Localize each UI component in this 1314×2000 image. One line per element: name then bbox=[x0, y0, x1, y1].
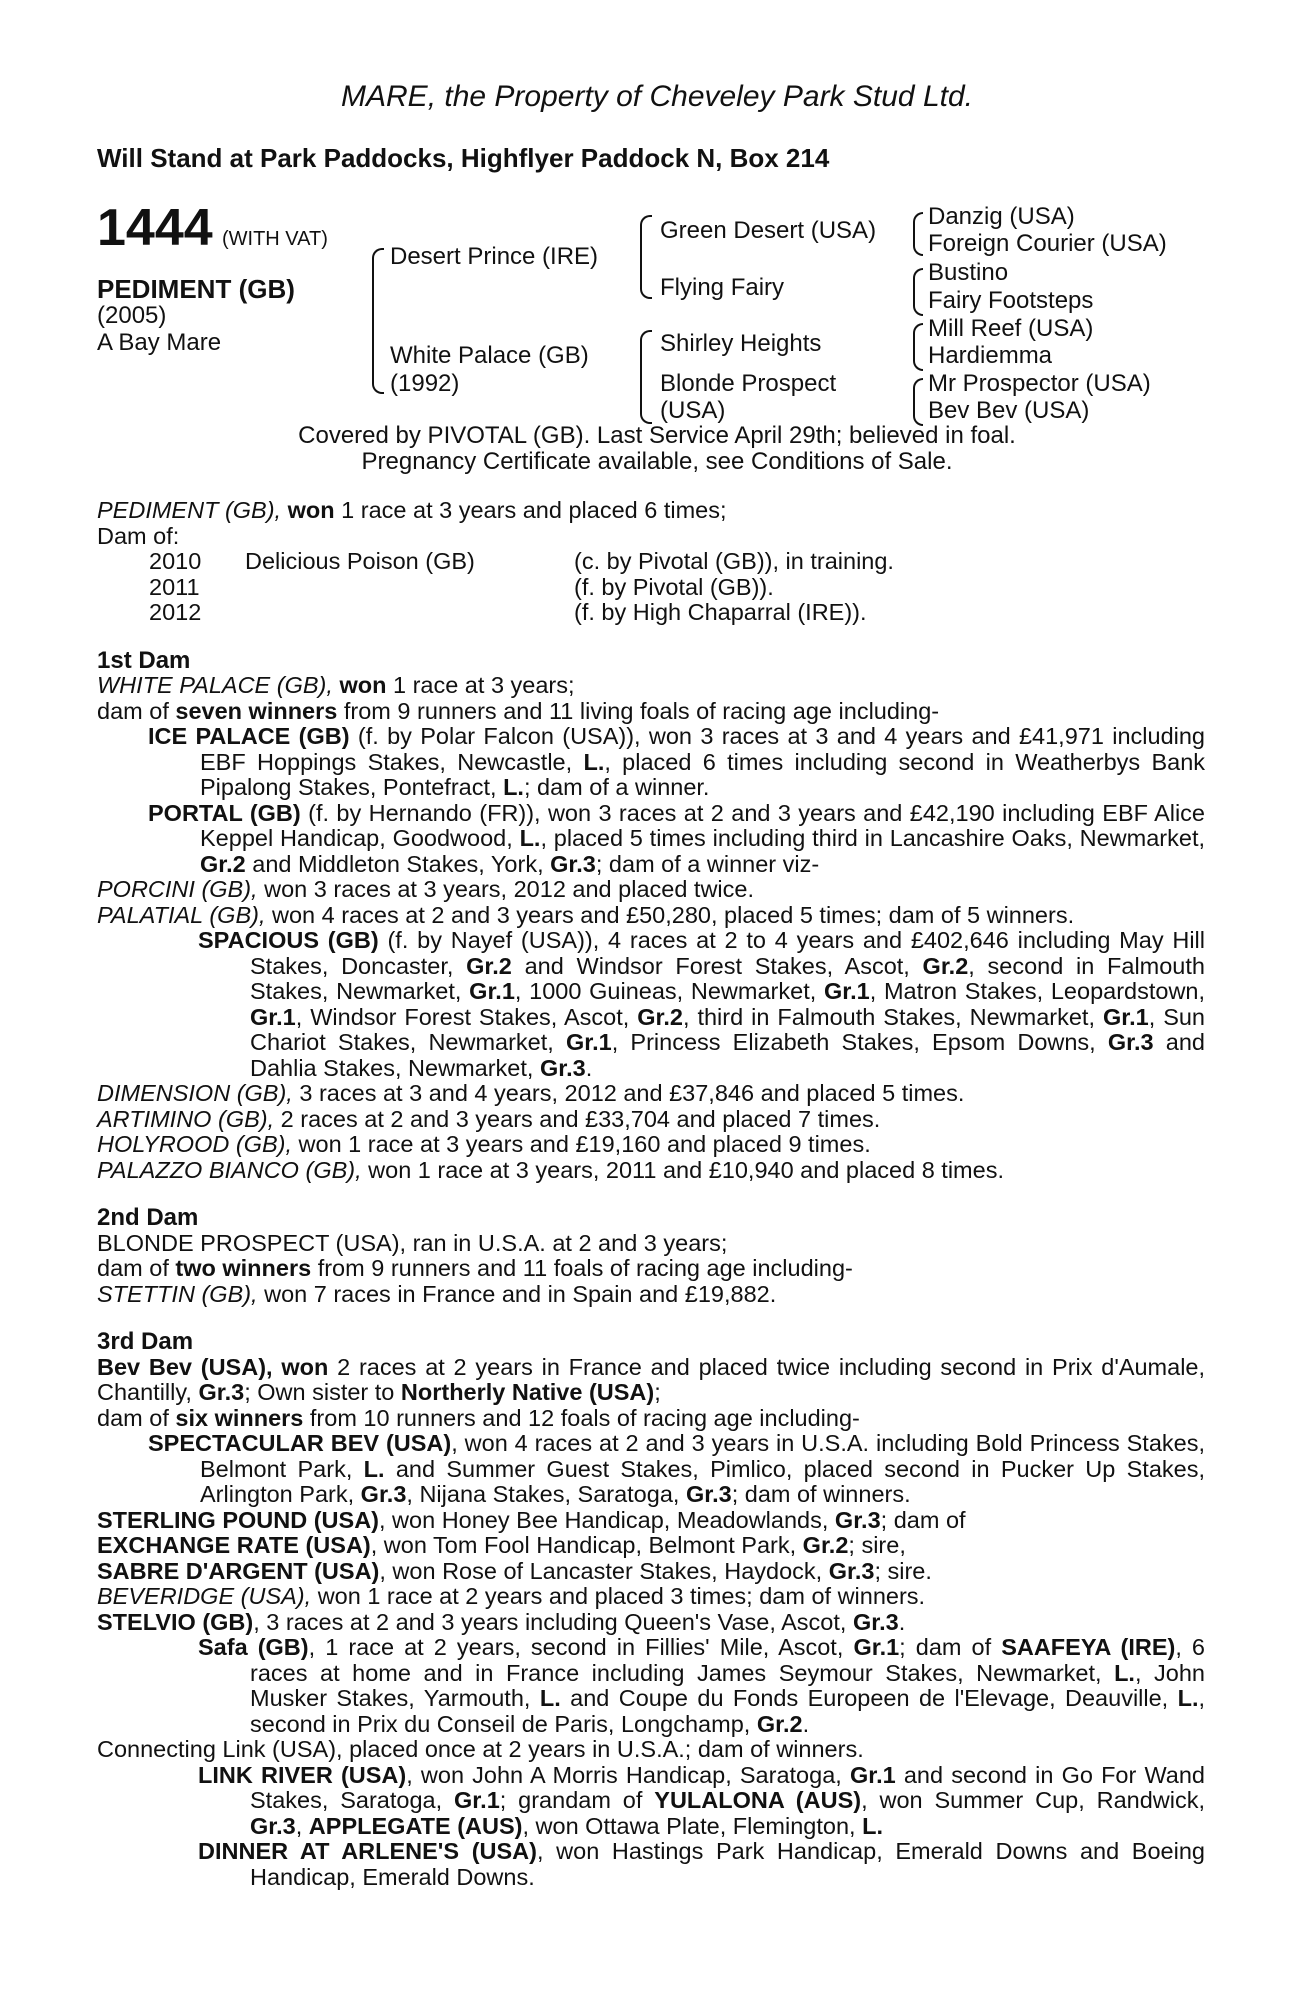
pedigree-gg-5: Mill Reef (USA) bbox=[928, 315, 1094, 342]
pedigree-dam: White Palace (GB) bbox=[390, 342, 589, 369]
pedigree-gg-3: Bustino bbox=[928, 259, 1009, 286]
progeny-table bbox=[149, 549, 894, 626]
produce-spectacular-bev: SPECTACULAR BEV (USA), won 4 races at 2 and 3 years in U.S.A. including Bold Princess Stakes, Belmont Park, L. and Summer Guest Stakes, Pimlico, placed second in Pucker Up Stakes, Arlington Park, Gr.3, Nijana Stakes, Saratoga, Gr.3; dam of winners. bbox=[148, 1430, 1205, 1507]
pedigree-gg-8: Bev Bev (USA) bbox=[928, 397, 1090, 424]
progeny-row: 2012 (f. by High Chaparral (IRE)). bbox=[149, 599, 867, 625]
produce-dimension: DIMENSION (GB), 3 races at 3 and 4 years, 2012 and £37,846 and placed 5 times. bbox=[97, 1080, 965, 1106]
produce-porcini: PORCINI (GB), won 3 races at 3 years, 2012 and placed twice. bbox=[97, 876, 754, 902]
second-dam-heading: 2nd Dam bbox=[97, 1204, 199, 1231]
dam-of-label: Dam of: bbox=[97, 522, 180, 549]
produce-spacious: SPACIOUS (GB) (f. by Nayef (USA)), 4 races at 2 to 4 years and £402,646 including May Hill Stakes, Doncaster, Gr.2 and Windsor Forest Stakes, Ascot, Gr.2, second in Falmouth Stakes, Newmarket, Gr.1, 1000 Guineas, Newmarket, Gr.1, Matron Stakes, Leopardstown, Gr.1, Windsor Forest Stakes, Ascot, Gr.2, third in Falmouth Stakes, Newmarket, Gr.1, Sun Chariot Stakes, Newmarket, Gr.1, Princess Elizabeth Stakes, Epsom Downs, Gr.3 and Dahlia Stakes, Newmarket, Gr.3. bbox=[198, 927, 1206, 1081]
produce-safa: Safa (GB), 1 race at 2 years, second in Fillies' Mile, Ascot, Gr.1; dam of SAAFEYA (IRE), 6 races at home and in France including James Seymour Stakes, Newmarket, L., John Musker Stakes, Yarmouth, L. and Coupe du Fonds Europeen de l'Elevage, Deauville, L., second in Prix du Conseil de Paris, Longchamp, Gr.2. bbox=[198, 1634, 1206, 1737]
produce-stelvio: STELVIO (GB), 3 races at 2 and 3 years including Queen's Vase, Ascot, Gr.3. bbox=[97, 1608, 906, 1635]
stand-location: Will Stand at Park Paddocks, Highflyer Paddock N, Box 214 bbox=[97, 143, 830, 173]
page-title: MARE, the Property of Cheveley Park Stud Ltd. bbox=[341, 80, 973, 113]
third-dam-heading: 3rd Dam bbox=[97, 1328, 194, 1355]
pedigree-dam-dam: Blonde Prospect bbox=[660, 370, 837, 397]
pedigree-gg-2: Foreign Courier (USA) bbox=[928, 230, 1167, 257]
pedigree-dam-year: (1992) bbox=[390, 370, 460, 397]
produce-link-river: LINK RIVER (USA), won John A Morris Handicap, Saratoga, Gr.1 and second in Go For Wand Stakes, Saratoga, Gr.1; grandam of YULALONA (AUS), won Summer Cup, Randwick, Gr.3, APPLEGATE (AUS), won Ottawa Plate, Flemington, L. bbox=[198, 1761, 1206, 1839]
first-dam-intro: WHITE PALACE (GB), won 1 race at 3 years; bbox=[97, 672, 575, 698]
pedigree-sire-sire: Green Desert (USA) bbox=[660, 217, 877, 244]
produce-dinner-at-arlenes: DINNER AT ARLENE'S (USA), won Hastings Park Handicap, Emerald Downs and Boeing Handicap, Emerald Downs. bbox=[198, 1838, 1205, 1890]
third-dam-intro: Bev Bev (USA), won 2 races at 2 years in France and placed twice including second in Prix d'Aumale, Chantilly, Gr.3; Own sister to Northerly Native (USA); bbox=[97, 1353, 1206, 1405]
produce-portal: PORTAL (GB) (f. by Hernando (FR)), won 3 races at 2 and 3 years and £42,190 including EBF Alice Keppel Handicap, Goodwood, L., placed 5 times including third in Lancashire Oaks, Newmarket, Gr.2 and Middleton Stakes, York, Gr.3; dam of a winner viz- bbox=[148, 799, 1206, 877]
produce-palatial: PALATIAL (GB), won 4 races at 2 and 3 years and £50,280, placed 5 times; dam of 5 winners. bbox=[97, 901, 1075, 928]
pedigree-gg-6: Hardiemma bbox=[928, 342, 1053, 369]
pedigree-gg-4: Fairy Footsteps bbox=[928, 287, 1094, 314]
second-dam-intro: BLONDE PROSPECT (USA), ran in U.S.A. at 2 and 3 years; bbox=[97, 1229, 728, 1256]
pedigree-brace-g1 bbox=[913, 212, 923, 256]
pedigree-sire: Desert Prince (IRE) bbox=[390, 243, 599, 270]
progeny-row: 2011 (f. by Pivotal (GB)). bbox=[149, 573, 774, 600]
horse-name: PEDIMENT (GB) bbox=[97, 274, 295, 304]
pedigree-brace-g4 bbox=[913, 378, 923, 426]
catalogue-body bbox=[97, 498, 1205, 1890]
pregnancy-note: Pregnancy Certificate available, see Conditions of Sale. bbox=[361, 448, 953, 475]
pedigree-brace-sire bbox=[640, 215, 652, 299]
produce-ice-palace: ICE PALACE (GB) (f. by Polar Falcon (USA)), won 3 races at 3 and 4 years and £41,971 including EBF Hoppings Stakes, Newcastle, L., placed 6 times including second in Weatherbys Bank Pipalong Stakes, Pontefract, L.; dam of a winner. bbox=[148, 723, 1206, 800]
produce-palazzo-bianco: PALAZZO BIANCO (GB), won 1 race at 3 years, 2011 and £10,940 and placed 8 times. bbox=[97, 1156, 1004, 1183]
produce-beveridge: BEVERIDGE (USA), won 1 race at 2 years and placed 3 times; dam of winners. bbox=[97, 1583, 926, 1609]
first-dam-produce: dam of seven winners from 9 runners and 11 living foals of racing age including- bbox=[97, 697, 940, 724]
horse-description: A Bay Mare bbox=[97, 329, 222, 356]
pedigree-brace-g2 bbox=[913, 268, 923, 316]
produce-sterling-pound: STERLING POUND (USA), won Honey Bee Handicap, Meadowlands, Gr.3; dam of bbox=[97, 1506, 966, 1533]
lot-number: 1444 bbox=[97, 199, 213, 257]
pedigree-brace-dam bbox=[640, 330, 652, 424]
produce-sabre-dargent: SABRE D'ARGENT (USA), won Rose of Lancaster Stakes, Haydock, Gr.3; sire. bbox=[97, 1557, 932, 1584]
vat-note: (WITH VAT) bbox=[222, 228, 328, 250]
pedigree-sire-dam: Flying Fairy bbox=[660, 274, 785, 301]
pedigree-dam-dam-country: (USA) bbox=[660, 397, 726, 424]
produce-artimino: ARTIMINO (GB), 2 races at 2 and 3 years and £33,704 and placed 7 times. bbox=[97, 1105, 881, 1132]
pedigree-brace-main bbox=[372, 248, 384, 394]
pedigree-gg-7: Mr Prospector (USA) bbox=[928, 370, 1151, 397]
produce-stettin: STETTIN (GB), won 7 races in France and in Spain and £19,882. bbox=[97, 1280, 777, 1307]
progeny-row: 2010 Delicious Poison (GB) (c. by Pivotal (GB)), in training. bbox=[149, 548, 894, 574]
horse-year: (2005) bbox=[97, 302, 167, 329]
first-dam-heading: 1st Dam bbox=[97, 646, 191, 674]
produce-connecting-link: Connecting Link (USA), placed once at 2 years in U.S.A.; dam of winners. bbox=[97, 1736, 864, 1762]
mare-record: PEDIMENT (GB), won 1 race at 3 years and placed 6 times; bbox=[97, 497, 727, 523]
third-dam-produce: dam of six winners from 10 runners and 12 foals of racing age including- bbox=[97, 1404, 860, 1431]
pedigree-dam-sire: Shirley Heights bbox=[660, 330, 822, 357]
covered-note: Covered by PIVOTAL (GB). Last Service April 29th; believed in foal. bbox=[298, 422, 1016, 449]
pedigree-brace-g3 bbox=[913, 323, 923, 371]
produce-holyrood: HOLYROOD (GB), won 1 race at 3 years and £19,160 and placed 9 times. bbox=[97, 1131, 871, 1157]
second-dam-produce: dam of two winners from 9 runners and 11 foals of racing age including- bbox=[97, 1255, 853, 1281]
pedigree-gg-1: Danzig (USA) bbox=[928, 203, 1075, 230]
produce-exchange-rate: EXCHANGE RATE (USA), won Tom Fool Handicap, Belmont Park, Gr.2; sire, bbox=[97, 1532, 906, 1558]
